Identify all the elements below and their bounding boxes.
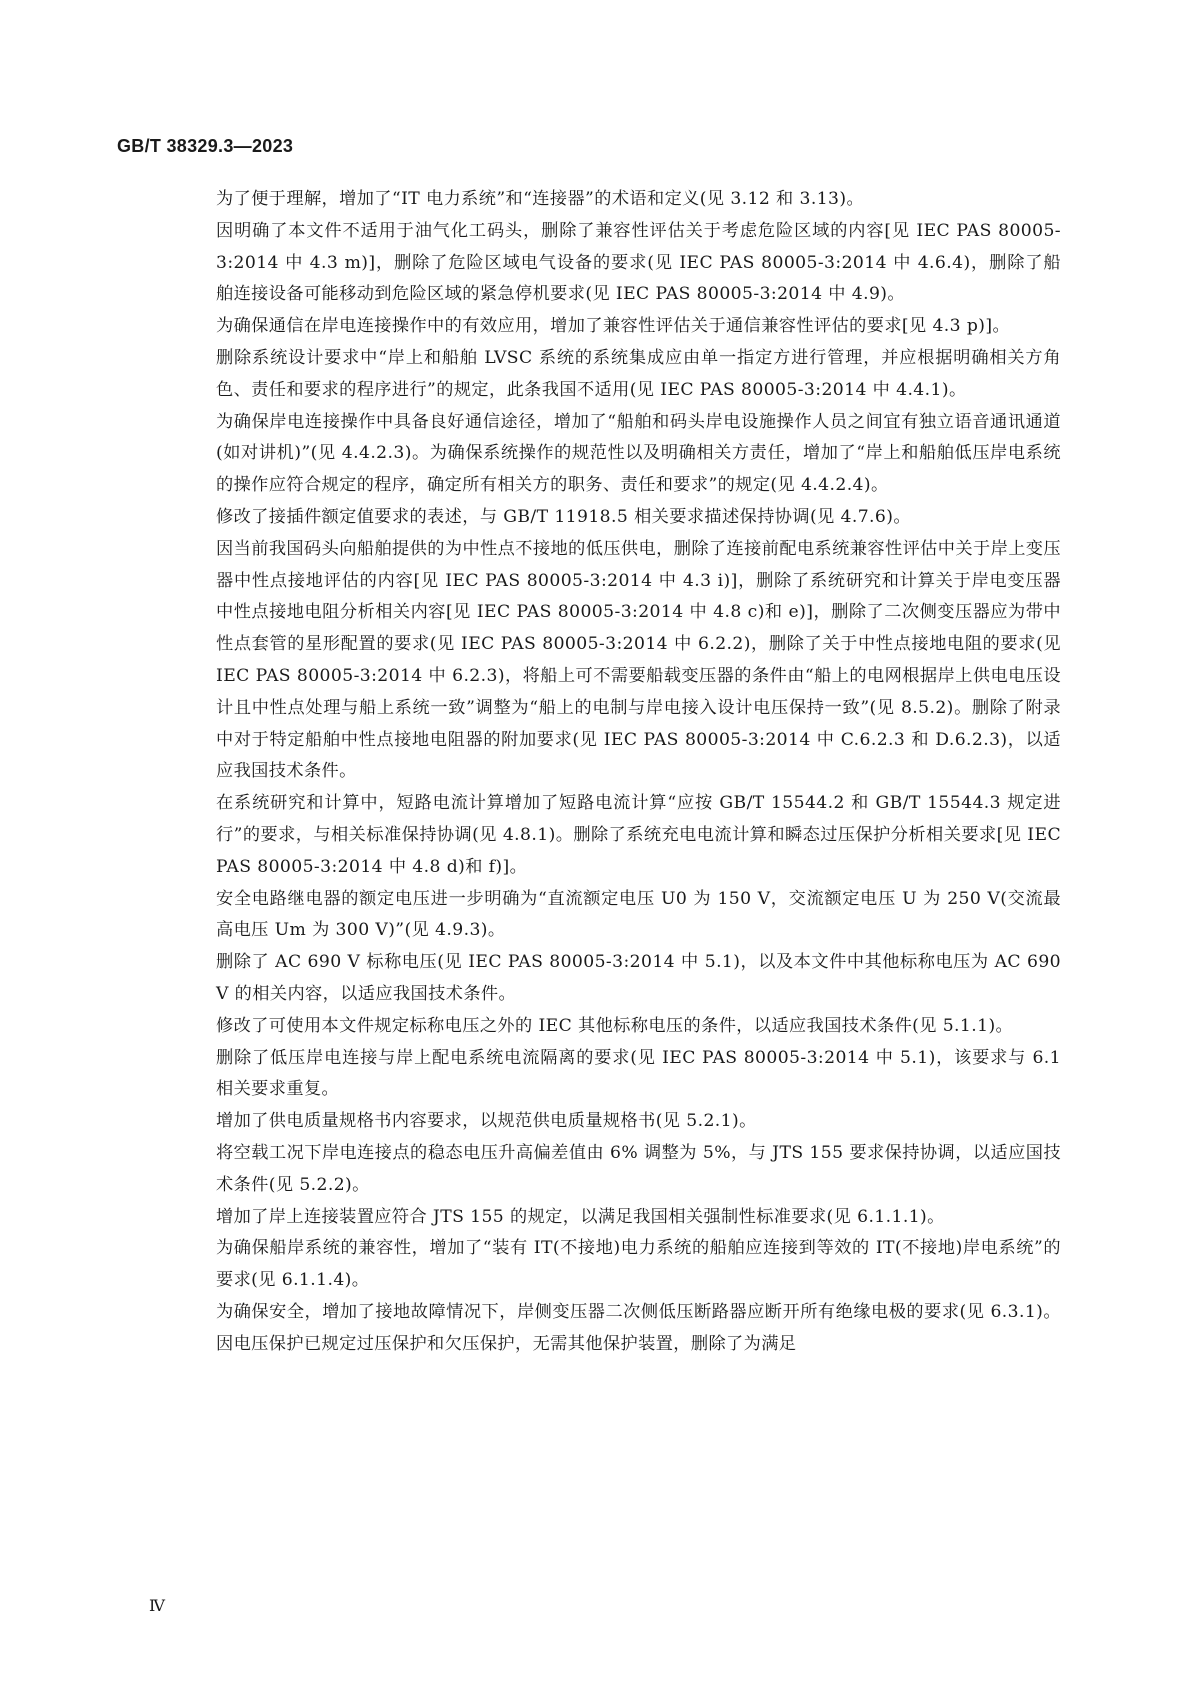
- list-item: [181, 311, 1061, 343]
- list-item-text: 安全电路继电器的额定电压进一步明确为“直流额定电压 U0 为 150 V，交流额定电压 U 为 250 V(交流最高电压 Um 为 300 V)”(见 4.9.3)。: [216, 888, 1061, 941]
- document-id-header: GB/T 38329.3—2023: [117, 136, 294, 156]
- list-item-text: 修改了可使用本文件规定标称电压之外的 IEC 其他标称电压的条件，以适应我国技术条件(见 5.1.1)。: [216, 1015, 1014, 1036]
- list-item-text: 为了便于理解，增加了“IT 电力系统”和“连接器”的术语和定义(见 3.12 和 3.13)。: [216, 189, 865, 209]
- page-number: Ⅳ: [149, 1596, 165, 1615]
- list-item: [181, 343, 1061, 407]
- list-item: [181, 1138, 1061, 1202]
- list-item: [181, 534, 1061, 788]
- list-item: [181, 502, 1061, 534]
- list-item-text: 为确保安全，增加了接地故障情况下，岸侧变压器二次侧低压断路器应断开所有绝缘电极的要求(见 6.3.1)。因电压保护已规定过压保护和欠压保护，无需其他保护装置，删除了为满足: [216, 1301, 1061, 1354]
- list-item-text: 因当前我国码头向船舶提供的为中性点不接地的低压供电，删除了连接前配电系统兼容性评估中关于岸上变压器中性点接地评估的内容[见 IEC PAS 80005-3:2014 中 4.3 i)]，删除了系统研究和计算关于岸电变压器中性点接地电阻分析相关内容[见 IEC PAS 80005-3:2014 中 4.8 c)和 e)]，删除了二次侧变压器应为带中性点套管的星形配置的要求(见 IEC PAS 80005-3:2014 中 6.2.2)，删除了关于中性点接地电阻的要求(见 IEC PAS 80005-3:2014 中 6.2.3)，将船上可不需要船载变压器的条件由“船上的电网根据岸上供电电压设计且中性点处理与船上系统一致”调整为“船上的电制与岸电接入设计电压保持一致”(见 8.5.2)。删除了附录中对于特定船舶中性点接地电阻器的附加要求(见 IEC PAS 80005-3:2014 中 C.6.2.3 和 D.6.2.3)，以适应我国技术条件。: [216, 538, 1061, 782]
- list-item: [181, 788, 1061, 883]
- list-item-text: 为确保岸电连接操作中具备良好通信途径，增加了“船舶和码头岸电设施操作人员之间宜有独立语音通讯通道(如对讲机)”(见 4.4.2.3)。为确保系统操作的规范性以及明确相关方责任，增加了“岸上和船舶低压岸电系统的操作应符合规定的程序，确定所有相关方的职务、责任和要求”的规定(见 4.4.2.4)。: [216, 411, 1061, 496]
- list-item-text: 将空载工况下岸电连接点的稳态电压升高偏差值由 6% 调整为 5%，与 JTS 155 要求保持协调，以适应国技术条件(见 5.2.2)。: [216, 1142, 1061, 1195]
- list-item: [181, 184, 1061, 216]
- list-item: [181, 216, 1061, 311]
- list-item-text: 删除系统设计要求中“岸上和船舶 LVSC 系统的系统集成应由单一指定方进行管理，并应根据明确相关方角色、责任和要求的程序进行”的规定，此条我国不适用(见 IEC PAS 80005-3:2014 中 4.4.1)。: [216, 347, 1061, 400]
- list-item-text: 增加了岸上连接装置应符合 JTS 155 的规定，以满足我国相关强制性标准要求(见 6.1.1.1)。: [216, 1206, 945, 1227]
- list-item-text: 为确保通信在岸电连接操作中的有效应用，增加了兼容性评估关于通信兼容性评估的要求[见 4.3 p)]。: [216, 316, 1011, 337]
- list-item-text: 增加了供电质量规格书内容要求，以规范供电质量规格书(见 5.2.1)。: [216, 1111, 757, 1132]
- list-item: [181, 1043, 1061, 1107]
- list-item-text: 为确保船岸系统的兼容性，增加了“装有 IT(不接地)电力系统的船舶应连接到等效的 IT(不接地)岸电系统”的要求(见 6.1.1.4)。: [216, 1238, 1061, 1291]
- list-item: [181, 407, 1061, 502]
- change-list: [181, 184, 1061, 1360]
- list-item-text: 删除了低压岸电连接与岸上配电系统电流隔离的要求(见 IEC PAS 80005-3:2014 中 5.1)，该要求与 6.1 相关要求重复。: [216, 1047, 1061, 1100]
- list-item: [181, 1202, 1061, 1234]
- list-item-text: 修改了接插件额定值要求的表述，与 GB/T 11918.5 相关要求描述保持协调(见 4.7.6)。: [216, 506, 911, 527]
- list-item-text: 因明确了本文件不适用于油气化工码头，删除了兼容性评估关于考虑危险区域的内容[见 IEC PAS 80005-3:2014 中 4.3 m)]，删除了危险区域电气设备的要求(见 IEC PAS 80005-3:2014 中 4.6.4)，删除了船舶连接设备可能移动到危险区域的紧急停机要求(见 IEC PAS 80005-3:2014 中 4.9)。: [216, 220, 1061, 305]
- list-item-text: 在系统研究和计算中，短路电流计算增加了短路电流计算“应按 GB/T 15544.2 和 GB/T 15544.3 规定进行”的要求，与相关标准保持协调(见 4.8.1)。删除了系统充电电流计算和瞬态过压保护分析相关要求[见 IEC PAS 80005-3:2014 中 4.8 d)和 f)]。: [216, 793, 1061, 877]
- list-item: [181, 884, 1061, 948]
- list-item-text: 删除了 AC 690 V 标称电压(见 IEC PAS 80005-3:2014 中 5.1)，以及本文件中其他标称电压为 AC 690 V 的相关内容，以适应我国技术条件。: [216, 952, 1061, 1004]
- list-item: [181, 1233, 1061, 1297]
- list-item: [181, 1011, 1061, 1043]
- list-item: [181, 1297, 1061, 1361]
- list-item: [181, 1106, 1061, 1138]
- list-item: [181, 947, 1061, 1011]
